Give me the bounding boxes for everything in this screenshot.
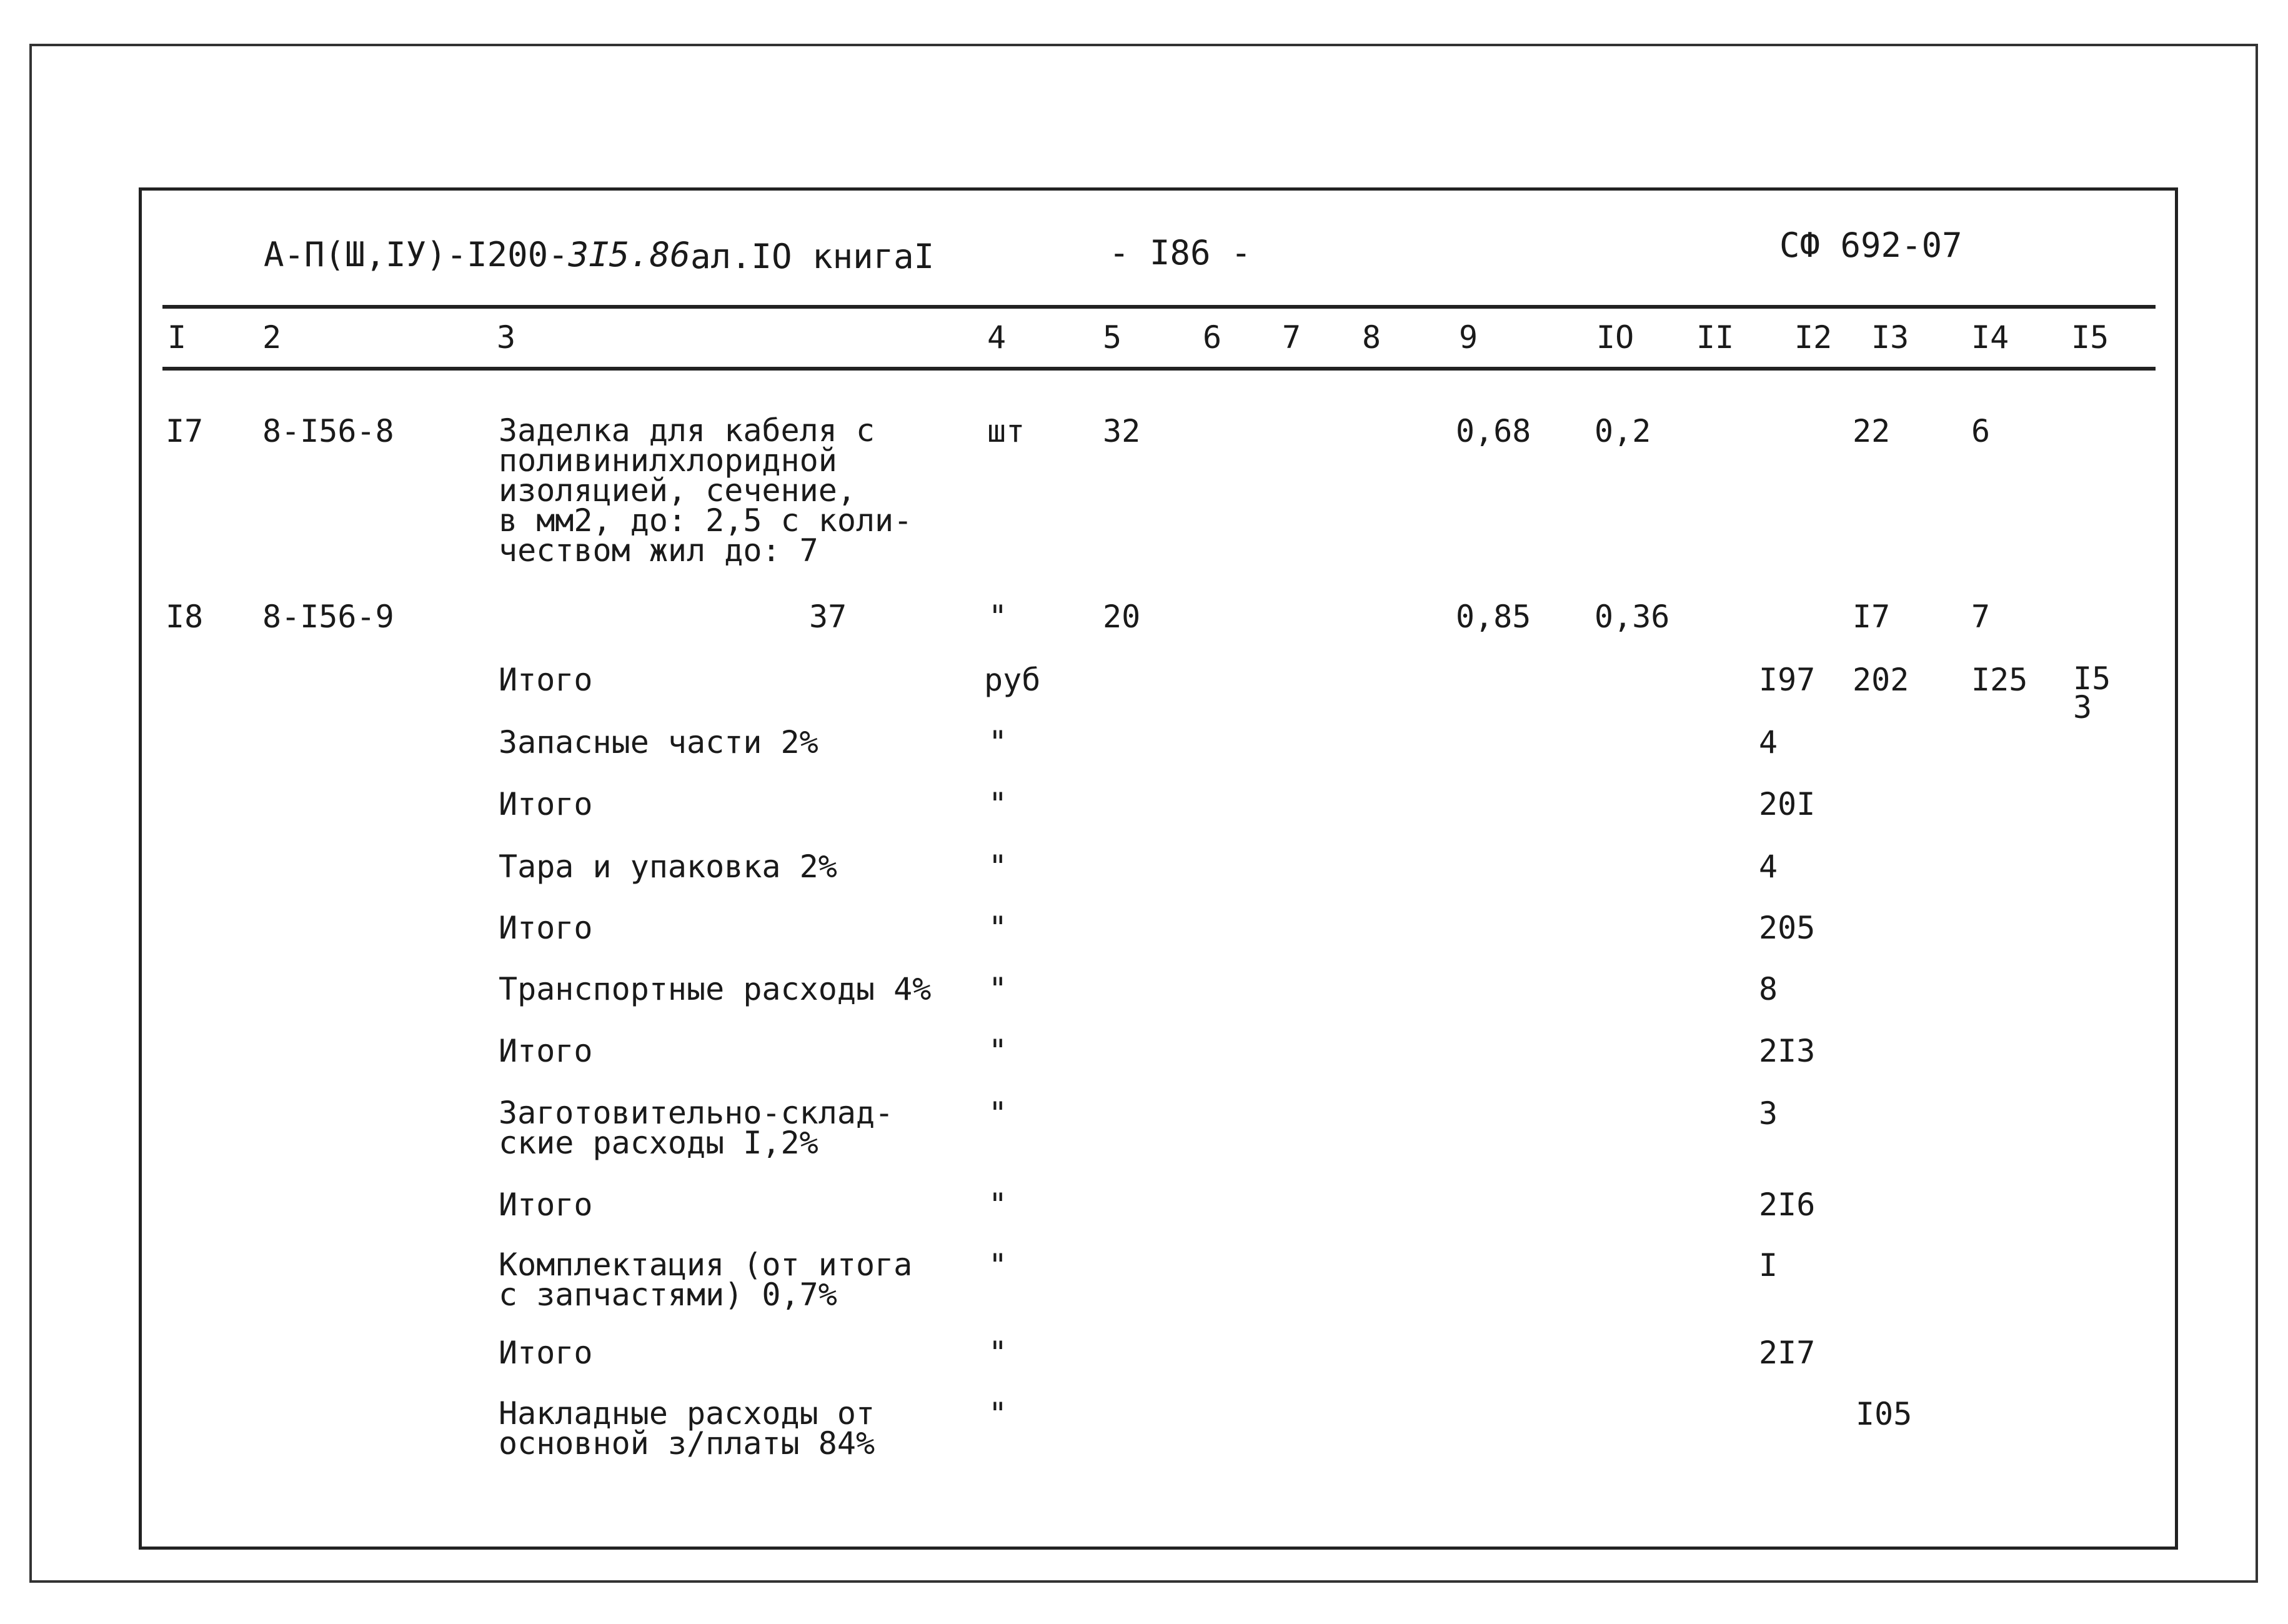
cell-col10: 0,36 (1594, 599, 1670, 635)
row-description: Итого (499, 662, 593, 698)
column-header: 3 (497, 319, 516, 356)
row-description: Тара и упаковка 2% (499, 849, 837, 885)
cell-col13: I7 (1853, 599, 1891, 635)
row-unit: " (988, 786, 1008, 822)
cell-col12: 3 (1759, 1095, 1778, 1132)
row-unit: " (988, 1247, 1008, 1283)
row-code: 8-I56-8 (262, 413, 394, 449)
cell-col12: 8 (1759, 971, 1778, 1007)
document-code: СФ 692-07 (1779, 226, 1962, 265)
row-unit: " (988, 1033, 1008, 1069)
row-unit: " (988, 1187, 1008, 1223)
row-code: 8-I56-9 (262, 599, 394, 635)
cell-col10: 0,2 (1594, 413, 1651, 449)
row-description: Итого (499, 786, 593, 822)
column-header: 5 (1103, 319, 1122, 356)
row-unit: шт (987, 413, 1025, 449)
designation-typed: А-П(Ш,IУ)-I200- (264, 235, 569, 274)
cell-col5: 32 (1103, 413, 1141, 449)
cell-col5: 20 (1103, 599, 1141, 635)
row-unit: " (988, 599, 1008, 635)
column-header: I5 (2071, 319, 2109, 356)
row-description: Заготовительно-склад- ские расходы I,2% (499, 1095, 894, 1161)
row-unit: руб (984, 662, 1041, 698)
cell-col12: 2I6 (1759, 1187, 1816, 1223)
album-reference: ал.IO книгаI (690, 237, 935, 276)
row-description: Итого (499, 1335, 593, 1371)
cell-col13: 22 (1853, 413, 1891, 449)
column-header: 4 (987, 319, 1007, 356)
page-number: - I86 - (1109, 233, 1251, 272)
row-unit: " (988, 849, 1008, 885)
column-header: I4 (1971, 319, 2009, 356)
row-unit: " (988, 1335, 1008, 1371)
column-header: 7 (1282, 319, 1301, 356)
row-description: Итого (499, 1033, 593, 1069)
row-description: Комплектация (от итога с запчастями) 0,7% (499, 1247, 913, 1313)
cell-col14: I25 (1971, 662, 2028, 698)
cell-col9: 0,68 (1456, 413, 1531, 449)
cell-col15: I5 3 (2073, 660, 2111, 725)
column-header: I2 (1794, 319, 1833, 356)
cell-col12: I97 (1759, 662, 1816, 698)
column-header: I (167, 319, 187, 356)
cell-col12: 2I7 (1759, 1335, 1816, 1371)
row-description: Накладные расходы от основной з/платы 84% (499, 1395, 875, 1462)
column-header: IO (1596, 319, 1634, 356)
header-top-rule (162, 305, 2156, 309)
cell-col12: 20I (1759, 786, 1816, 822)
cell-col12: 4 (1759, 724, 1778, 760)
column-header: 2 (262, 319, 282, 356)
column-header: I3 (1871, 319, 1909, 356)
column-header: II (1696, 319, 1734, 356)
row-description: Транспортные расходы 4% (499, 971, 932, 1007)
cell-col12: 2I3 (1759, 1033, 1816, 1069)
row-description: Итого (499, 910, 593, 946)
row-description: Запасные части 2% (499, 724, 818, 760)
page-inner-frame (139, 187, 2178, 1550)
column-header: 9 (1459, 319, 1478, 356)
row-description: Итого (499, 1187, 593, 1223)
column-header: 6 (1203, 319, 1222, 356)
column-header: 8 (1362, 319, 1381, 356)
row-unit: " (988, 971, 1008, 1007)
cell-col12: 4 (1759, 849, 1778, 885)
row-number: I8 (166, 599, 204, 635)
header-bottom-rule (162, 367, 2156, 371)
cell-col14: 7 (1971, 599, 1991, 635)
row-unit: " (988, 1095, 1008, 1132)
row-description: Заделка для кабеля с поливинилхлоридной изоляцией, сечение, в мм2, до: 2,5 с коли- чеством жил до: 7 (499, 412, 913, 569)
cell-col12: 205 (1759, 910, 1816, 946)
cell-col12: I (1759, 1247, 1778, 1283)
designation-handwritten: 3I5.86 (568, 235, 690, 274)
row-unit: " (988, 1396, 1008, 1432)
cell-col14: 6 (1971, 413, 1991, 449)
row-unit: " (988, 910, 1008, 946)
cell-col9: 0,85 (1456, 599, 1531, 635)
cell-col13: 202 (1853, 662, 1909, 698)
row-unit: " (988, 724, 1008, 760)
document-designation (264, 235, 690, 274)
cell-col13: I05 (1856, 1396, 1912, 1432)
row-description: 37 (809, 599, 847, 635)
row-number: I7 (166, 413, 204, 449)
